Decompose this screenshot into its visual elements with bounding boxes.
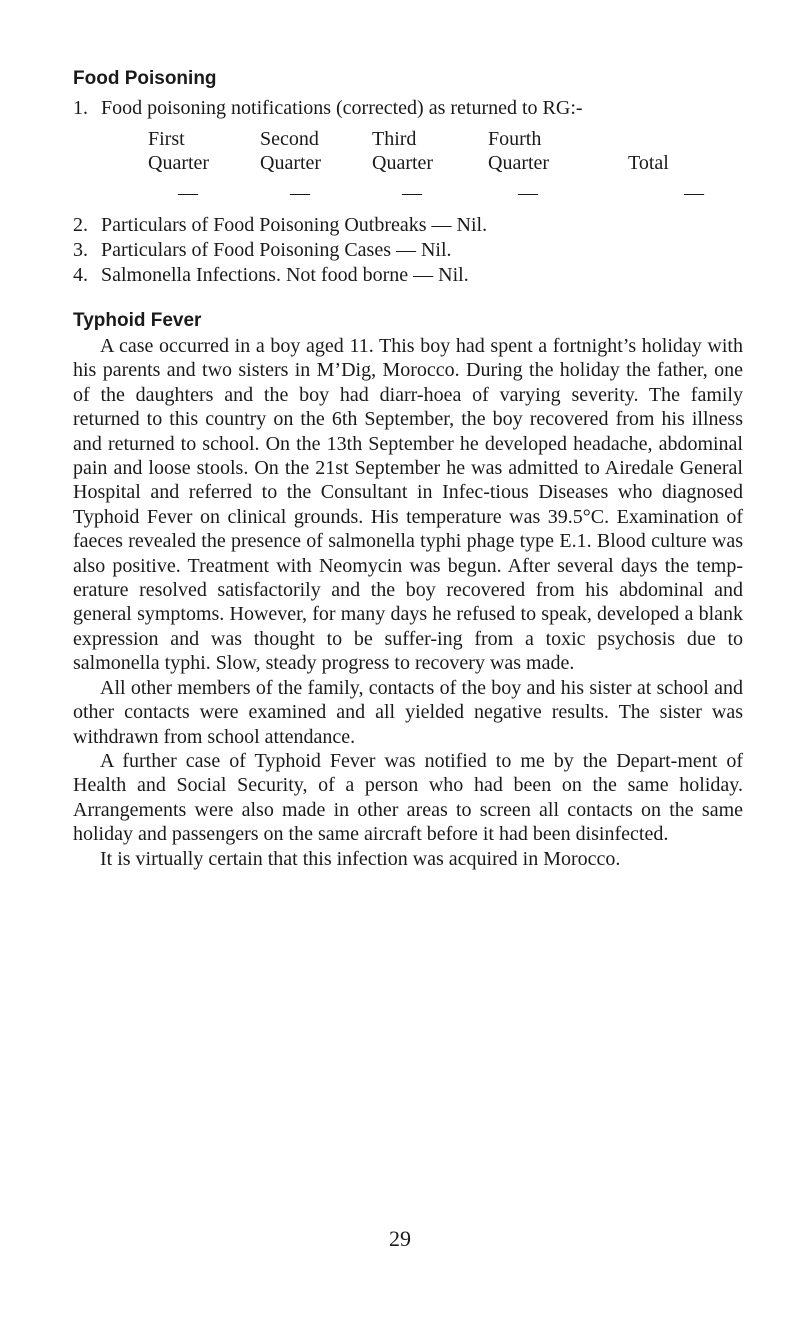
item-text: Salmonella Infections. Not food borne — Nil.: [101, 264, 469, 286]
table-header-cell: Quarter: [260, 152, 322, 174]
table-cell: —: [684, 182, 704, 204]
item-text: Particulars of Food Poisoning Outbreaks — Nil.: [101, 214, 488, 236]
table-row: [148, 181, 743, 205]
table-cell: —: [178, 182, 198, 204]
typhoid-paragraph: It is virtually certain that this infection was acquired in Morocco.: [100, 847, 621, 870]
table-cell: —: [402, 182, 422, 204]
typhoid-paragraph: A further case of Typhoid Fever was notified to me by the Depart-ment of Health and Social Security, of a person who had been on the same holiday. Arrangements were also made in other areas to screen all contacts on the same holiday and passengers on the same aircraft before it had been disinfected.: [73, 749, 743, 846]
table-header-cell: Quarter: [372, 152, 434, 174]
table-header-cell: First: [148, 128, 185, 150]
page-number: 29: [389, 1226, 411, 1251]
item-text: Particulars of Food Poisoning Cases — Nil.: [101, 239, 452, 261]
list-item: [73, 96, 743, 121]
table-header-cell: Third: [372, 128, 417, 150]
typhoid-fever-heading: Typhoid Fever: [73, 310, 202, 331]
table-header-cell: Quarter: [488, 152, 550, 174]
typhoid-paragraph: All other members of the family, contacts of the boy and his sister at school and other contacts were examined and all yielded negative results. The sister was withdrawn from school attendance.: [73, 676, 743, 748]
typhoid-paragraph: A case occurred in a boy aged 11. This boy had spent a fortnight’s holiday with his parents and two sisters in M’Dig, Morocco. During the holiday the father, one of the daughters and the boy had diarr-hoea of varying severity. The family returned to this country on the 6th September, the boy recovered from his illness and returned to school. On the 13th September he developed headache, abdominal pain and loose stools. On the 21st September he was admitted to Airedale General Hospital and referred to the Consultant in Infec-tious Diseases who diagnosed Typhoid Fever on clinical grounds. His temperature was 39.5°C. Examination of faeces revealed the presence of salmonella typhi phage type E.1. Blood culture was also positive. Treatment with Neomycin was begun. After several days the temp-erature resolved satisfactorily and the boy recovered from his abdominal and general symptoms. However, for many days he refused to speak, developed a blank expression and was thought to be suffer-ing from a toxic psychosis due to salmonella typhi. Slow, steady progress to recovery was made.: [73, 335, 743, 675]
quarters-table: [148, 127, 743, 205]
item-number: 1.: [73, 97, 88, 119]
table-header-cell: Second: [260, 128, 319, 150]
list-item: [73, 238, 743, 263]
table-cell: —: [290, 182, 310, 204]
list-item: [73, 213, 743, 238]
table-header-cell: Fourth: [488, 128, 542, 150]
table-header-cell: Quarter: [148, 152, 210, 174]
table-cell: —: [518, 182, 538, 204]
item-number: 3.: [73, 239, 88, 261]
table-header-row: [148, 151, 743, 175]
table-header-row: [148, 127, 743, 151]
document-page: [73, 66, 743, 871]
table-header-cell: [628, 127, 728, 151]
list-item: [73, 263, 743, 288]
table-header-cell: Total: [628, 152, 669, 174]
item-number: 2.: [73, 214, 88, 236]
food-poisoning-heading: Food Poisoning: [73, 68, 217, 89]
item-text: Food poisoning notifications (corrected) as returned to RG:-: [101, 97, 583, 119]
item-number: 4.: [73, 264, 88, 286]
